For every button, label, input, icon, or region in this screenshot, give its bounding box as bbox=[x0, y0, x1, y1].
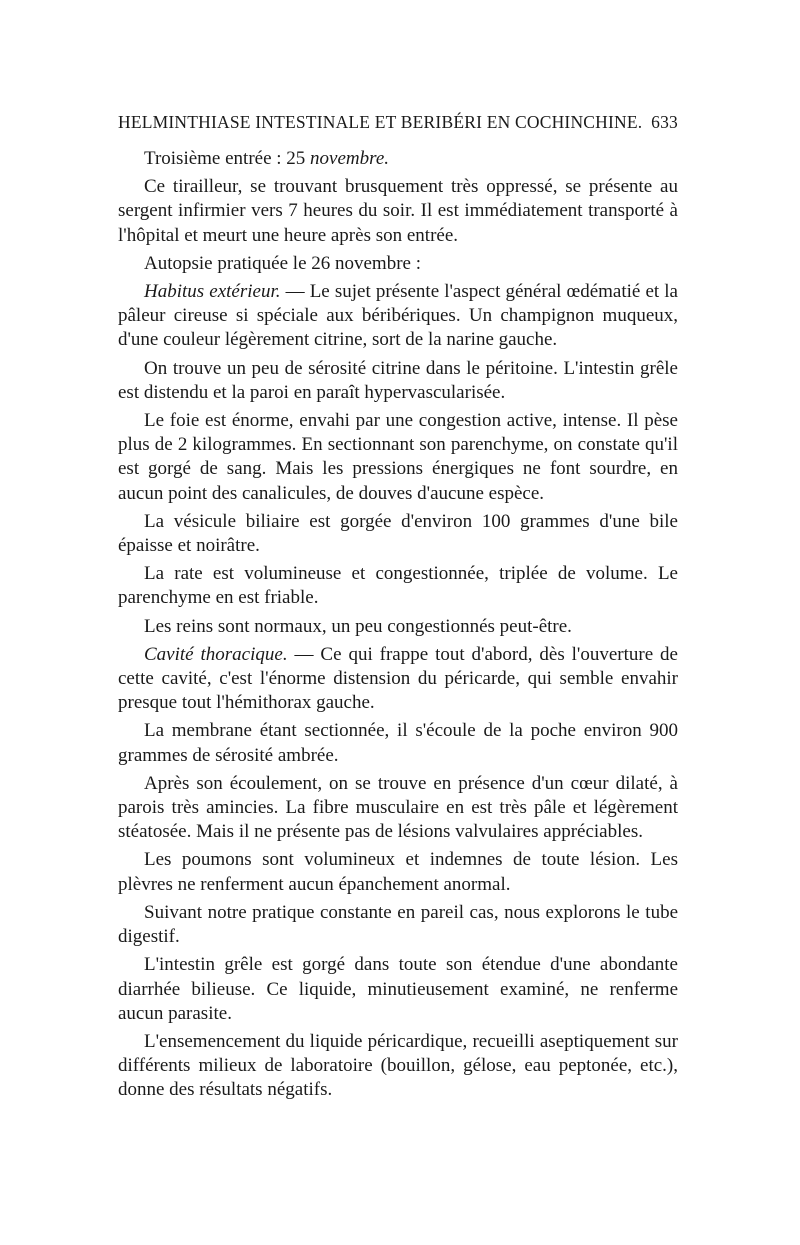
paragraph-5: On trouve un peu de sérosité citrine dans le péritoine. L'intestin grêle est distendu et la paroi en paraît hypervascularisée. bbox=[118, 357, 678, 403]
paragraph-14: Suivant notre pratique constante en pareil cas, nous explorons le tube digestif. bbox=[118, 901, 678, 948]
document-page bbox=[118, 112, 678, 1107]
paragraph-2: Ce tirailleur, se trouvant brusquement très oppressé, se présente au sergent infirmier vers 7 heures du soir. Il est immédiatement transporté à l'hôpital et meurt une heure après son entrée. bbox=[118, 176, 678, 246]
paragraph-3: Autopsie pratiquée le 26 novembre : bbox=[144, 252, 422, 274]
paragraph-15: L'intestin grêle est gorgé dans toute son étendue d'une abondante diarrhée bilieuse. Ce liquide, minutieusement examiné, ne renferme aucun parasite. bbox=[118, 954, 678, 1024]
paragraph-13: Les poumons sont volumineux et indemnes de toute lésion. Les plèvres ne renferment aucun épanchement anormal. bbox=[118, 849, 678, 895]
running-header bbox=[118, 112, 678, 133]
paragraph-1: Troisième entrée : 25 novembre. bbox=[144, 148, 390, 169]
paragraph-16: L'ensemencement du liquide péricardique, recueilli aseptiquement sur différents milieux de laboratoire (bouillon, gélose, eau peptonée, etc.), donne des résultats négatifs. bbox=[118, 1030, 678, 1101]
paragraph-9: Les reins sont normaux, un peu congestionnés peut-être. bbox=[144, 615, 572, 637]
page-number: 633 bbox=[651, 112, 678, 132]
paragraph-11: La membrane étant sectionnée, il s'écoule de la poche environ 900 grammes de sérosité ambrée. bbox=[118, 720, 678, 766]
paragraph-7: La vésicule biliaire est gorgée d'environ 100 grammes d'une bile épaisse et noirâtre. bbox=[118, 510, 678, 557]
paragraph-6: Le foie est énorme, envahi par une congestion active, intense. Il pèse plus de 2 kilogrammes. En sectionnant son parenchyme, on constate qu'il est gorgé de sang. Mais les pressions énergiques ne font sourdre, en aucun point des canalicules, de douves d'aucune espèce. bbox=[118, 410, 678, 504]
paragraph-12: Après son écoulement, on se trouve en présence d'un cœur dilaté, à parois très amincies. La fibre musculaire en est très pâle et légèrement stéatosée. Mais il ne présente pas de lésions valvulaires appréciables. bbox=[118, 772, 678, 843]
running-title: HELMINTHIASE INTESTINALE ET BERIBÉRI EN COCHINCHINE. bbox=[118, 112, 643, 132]
paragraph-10: Cavité thoracique. — Ce qui frappe tout d'abord, dès l'ouverture de cette cavité, c'est l'énorme distension du péricarde, qui semble envahir presque tout l'hémithorax gauche. bbox=[118, 643, 678, 714]
paragraph-4: Habitus extérieur. — Le sujet présente l'aspect général œdématié et la pâleur cireuse si spéciale aux béribériques. Un champignon muqueux, d'une couleur légèrement citrine, sort de la narine gauche. bbox=[118, 281, 678, 351]
paragraph-8: La rate est volumineuse et congestionnée, triplée de volume. Le parenchyme en est friable. bbox=[118, 563, 678, 609]
